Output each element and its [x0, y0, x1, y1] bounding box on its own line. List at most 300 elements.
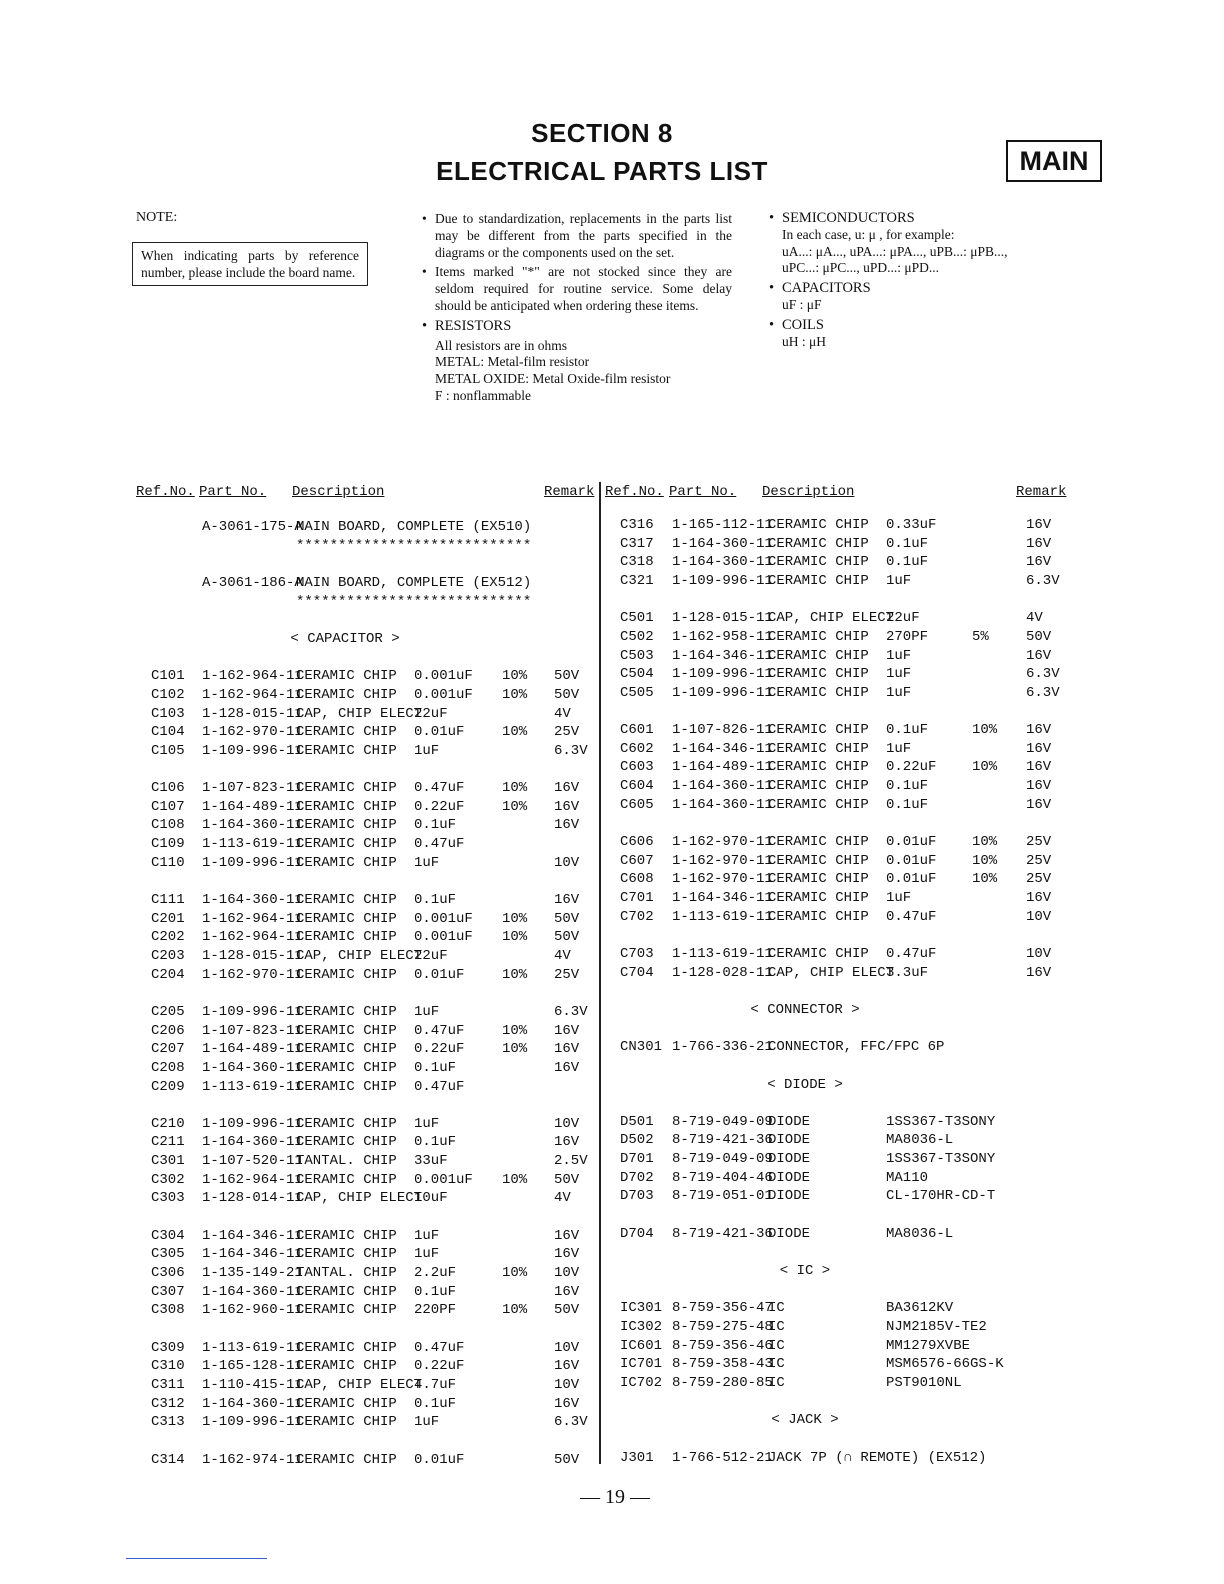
value: PST9010NL: [886, 1374, 962, 1391]
value: 1SS367-T3SONY: [886, 1151, 996, 1168]
description: CERAMIC CHIP: [296, 1022, 397, 1039]
part-number: 1-109-996-11: [672, 666, 773, 683]
ref-number: IC301: [620, 1300, 663, 1317]
ref-number: C702: [620, 908, 654, 925]
part-number: 1-164-346-11: [202, 1246, 303, 1263]
note-resistors-title: • RESISTORS: [422, 318, 732, 335]
part-number: 1-113-619-11: [202, 1339, 303, 1356]
description: CERAMIC CHIP: [768, 945, 869, 962]
remark: 4V: [1026, 610, 1043, 627]
value: 0.33uF: [886, 517, 937, 533]
part-number: 1-164-346-11: [672, 890, 773, 906]
description: CERAMIC CHIP: [296, 724, 397, 741]
remark: 16V: [1026, 517, 1052, 533]
ref-number: C501: [620, 610, 654, 627]
description: IC: [768, 1337, 785, 1354]
tolerance: 5%: [972, 628, 989, 645]
remark: 4V: [554, 1190, 571, 1207]
description: CERAMIC CHIP: [768, 572, 869, 589]
col-header-remark: Remark: [544, 484, 595, 500]
note-resistors-line: All resistors are in ohms: [435, 337, 567, 353]
value: MM1279XVBE: [886, 1337, 971, 1354]
remark: 16V: [1026, 647, 1052, 664]
table-row: [0, 1131, 1224, 1149]
remark: 25V: [554, 966, 580, 983]
notes-middle: [422, 211, 732, 405]
col-header-ref: Ref.No.: [136, 484, 195, 500]
description: CERAMIC CHIP: [768, 684, 869, 701]
note-standardization: • Due to standardization, replacements in the parts list may be different from the parts specified in the diagrams or the components used on the set.: [422, 211, 732, 261]
description: CERAMIC CHIP: [296, 1115, 397, 1132]
ref-number: C104: [151, 724, 185, 741]
tolerance: 10%: [502, 798, 528, 815]
note-resistors-line: F : nonflammable: [435, 387, 531, 403]
value: 0.47uF: [886, 908, 937, 925]
spacer-row: [0, 926, 1224, 944]
part-number: 1-164-346-11: [672, 740, 773, 757]
remark: 16V: [1026, 535, 1052, 552]
remark: 4V: [554, 947, 571, 964]
table-row: [0, 1318, 1224, 1336]
table-row: [0, 1449, 1224, 1467]
table-row: [0, 553, 1224, 571]
value: 0.01uF: [886, 871, 937, 888]
ref-number: C313: [151, 1414, 185, 1431]
ref-number: D701: [620, 1151, 654, 1168]
description: CERAMIC CHIP: [768, 890, 869, 906]
tolerance: 10%: [502, 910, 528, 927]
value: 22uF: [886, 610, 920, 627]
remark: 10V: [554, 1339, 580, 1356]
description: CERAMIC CHIP: [768, 554, 869, 571]
tolerance: 10%: [972, 852, 998, 869]
col-header-part: Part No.: [669, 484, 737, 500]
group-title: < CAPACITOR >: [290, 630, 400, 647]
ref-number: C606: [620, 834, 654, 851]
value: MA110: [886, 1169, 929, 1186]
part-number: 1-113-619-11: [672, 908, 773, 925]
remark: 4V: [554, 705, 571, 722]
description: CERAMIC CHIP: [296, 780, 397, 797]
part-number: 1-164-346-11: [672, 647, 773, 664]
ref-number: C109: [151, 836, 185, 853]
part-number: 1-164-346-11: [202, 1227, 303, 1244]
part-number: 8-759-356-47: [672, 1300, 773, 1317]
remark: 16V: [554, 1246, 580, 1263]
note-semiconductors-line: uPC...: μPC..., uPD...: μPD...: [782, 260, 940, 276]
description: CERAMIC CHIP: [296, 1414, 397, 1431]
part-number: 8-719-049-09: [672, 1113, 773, 1130]
remark: 10V: [1026, 945, 1052, 962]
part-number: 8-719-049-09: [672, 1151, 773, 1168]
description: DIODE: [768, 1132, 811, 1149]
ref-number: C703: [620, 945, 654, 962]
ref-number: CN301: [620, 1039, 663, 1056]
remark: 50V: [554, 1171, 580, 1188]
ref-number: C111: [151, 892, 185, 908]
ref-number: C205: [151, 1003, 185, 1020]
ref-number: C601: [620, 722, 654, 739]
spacer-row: [0, 703, 1224, 721]
description: CERAMIC CHIP: [296, 1302, 397, 1319]
part-number: 1-109-996-11: [202, 1115, 303, 1132]
ref-number: C503: [620, 647, 654, 664]
ref-number: C103: [151, 705, 185, 722]
ref-number: C311: [151, 1376, 185, 1393]
description: CERAMIC CHIP: [296, 1041, 397, 1058]
value: 4.7uF: [414, 1376, 457, 1393]
part-number: 1-164-489-11: [202, 798, 303, 815]
ref-number: C305: [151, 1246, 185, 1263]
table-row: [0, 1337, 1224, 1355]
remark: 6.3V: [1026, 666, 1060, 683]
ref-number: C321: [620, 572, 654, 589]
part-number: 1-128-014-11: [202, 1190, 303, 1207]
part-number: 1-135-149-21: [202, 1265, 303, 1281]
ref-number: C208: [151, 1059, 185, 1076]
tolerance: 10%: [502, 1302, 528, 1319]
tolerance: 10%: [502, 724, 528, 741]
part-number: 1-107-823-11: [202, 780, 303, 797]
description: CERAMIC CHIP: [768, 908, 869, 925]
table-row: [0, 758, 1224, 776]
table-row: [0, 572, 1224, 590]
remark: 16V: [554, 892, 580, 908]
description: CERAMIC CHIP: [296, 966, 397, 983]
ref-number: C202: [151, 929, 185, 946]
value: 0.01uF: [414, 724, 465, 741]
tolerance: 10%: [502, 668, 528, 685]
description: MAIN BOARD, COMPLETE (EX512): [296, 574, 532, 591]
part-number: 1-164-489-11: [202, 1041, 303, 1058]
tolerance: 10%: [502, 686, 528, 703]
part-number: 8-719-421-36: [672, 1132, 773, 1149]
remark: 50V: [554, 686, 580, 703]
value: 270PF: [886, 628, 929, 645]
table-row: [0, 833, 1224, 851]
part-number: 1-165-112-11: [672, 517, 773, 533]
ref-number: C207: [151, 1041, 185, 1058]
ref-number: C302: [151, 1171, 185, 1188]
description: CERAMIC CHIP: [768, 852, 869, 869]
value: 22uF: [414, 705, 448, 722]
remark: 25V: [554, 724, 580, 741]
group-title: < CONNECTOR >: [750, 1001, 860, 1018]
note-capacitors-line: uF : μF: [782, 296, 822, 312]
page-number: — 19 —: [580, 1486, 650, 1508]
remark: 10V: [1026, 908, 1052, 925]
remark: 6.3V: [1026, 684, 1060, 701]
description: CAP, CHIP ELECT: [296, 1376, 423, 1393]
table-row: [0, 796, 1224, 814]
footer-rule: [126, 1558, 267, 1559]
description: TANTAL. CHIP: [296, 1265, 397, 1281]
description: CERAMIC CHIP: [296, 1134, 397, 1151]
remark: 10V: [554, 1265, 580, 1281]
table-row: [0, 647, 1224, 665]
ref-number: C504: [620, 666, 654, 683]
part-number: 1-162-970-11: [672, 852, 773, 869]
value: 1uF: [886, 740, 912, 757]
ref-number: C102: [151, 686, 185, 703]
description: DIODE: [768, 1113, 811, 1130]
value: 1uF: [414, 1414, 440, 1431]
part-number: 8-759-280-85: [672, 1374, 773, 1391]
remark: 50V: [554, 929, 580, 946]
remark: 16V: [1026, 964, 1052, 981]
part-number: 1-162-970-11: [202, 966, 303, 983]
spacer-row: [0, 1430, 1224, 1448]
ref-number: C107: [151, 798, 185, 815]
ref-number: D704: [620, 1225, 654, 1242]
value: 0.1uF: [886, 722, 929, 739]
part-number: A-3061-175-A: [202, 519, 303, 535]
group-heading: [0, 1411, 1224, 1429]
table-row: [0, 1169, 1224, 1187]
table-row: [0, 609, 1224, 627]
ref-number: C308: [151, 1302, 185, 1319]
ref-number: C704: [620, 964, 654, 981]
ref-number: C317: [620, 535, 654, 552]
part-number: 8-719-404-46: [672, 1169, 773, 1186]
tolerance: 10%: [502, 1265, 528, 1281]
stars-rule: ****************************: [296, 593, 532, 610]
description: CERAMIC CHIP: [768, 759, 869, 776]
value: 1uF: [886, 647, 912, 664]
ref-number: C314: [151, 1451, 185, 1468]
remark: 25V: [1026, 834, 1052, 851]
ref-number: C602: [620, 740, 654, 757]
remark: 6.3V: [1026, 572, 1060, 589]
description: CERAMIC CHIP: [768, 517, 869, 533]
tolerance: 10%: [972, 871, 998, 888]
part-number: 8-759-358-43: [672, 1356, 773, 1373]
description: CERAMIC CHIP: [296, 929, 397, 946]
value: 0.47uF: [414, 1022, 465, 1039]
description: CERAMIC CHIP: [296, 686, 397, 703]
ref-number: D502: [620, 1132, 654, 1149]
spacer-row: [0, 1020, 1224, 1038]
part-number: 1-162-964-11: [202, 1171, 303, 1188]
description: CERAMIC CHIP: [768, 722, 869, 739]
remark: 16V: [554, 1227, 580, 1244]
description: DIODE: [768, 1225, 811, 1242]
part-number: 1-162-970-11: [202, 724, 303, 741]
tolerance: 10%: [972, 759, 998, 776]
table-row: [0, 777, 1224, 795]
part-number: 1-164-360-11: [672, 535, 773, 552]
tolerance: 10%: [502, 1022, 528, 1039]
table-row: [0, 740, 1224, 758]
ref-number: D703: [620, 1188, 654, 1205]
value: 1uF: [886, 666, 912, 683]
col-header-part: Part No.: [199, 484, 267, 500]
description: CERAMIC CHIP: [296, 1283, 397, 1300]
value: 0.01uF: [886, 834, 937, 851]
stars-rule: ****************************: [296, 537, 532, 554]
tolerance: 10%: [502, 929, 528, 946]
description: IC: [768, 1374, 785, 1391]
ref-number: C304: [151, 1227, 185, 1244]
remark: 16V: [554, 1022, 580, 1039]
value: 0.1uF: [414, 1134, 457, 1151]
note-coils-title: • COILS: [769, 317, 1069, 334]
ref-number: C211: [151, 1134, 185, 1151]
table-row: [0, 1374, 1224, 1392]
remark: 16V: [554, 1395, 580, 1412]
note-resistors-line: METAL OXIDE: Metal Oxide-film resistor: [435, 371, 671, 387]
part-number: 1-164-360-11: [202, 1134, 303, 1151]
part-number: 8-719-051-01: [672, 1188, 773, 1205]
part-number: 1-164-360-11: [202, 892, 303, 908]
remark: 16V: [554, 798, 580, 815]
part-number: 1-162-964-11: [202, 910, 303, 927]
group-heading: [0, 1076, 1224, 1094]
part-number: 1-109-996-11: [672, 684, 773, 701]
ref-number: IC702: [620, 1374, 663, 1391]
table-row: [0, 1150, 1224, 1168]
remark: 16V: [554, 1134, 580, 1151]
part-number: 1-109-996-11: [202, 1414, 303, 1431]
note-semiconductors-title: • SEMICONDUCTORS: [769, 210, 1069, 227]
spacer-row: [0, 591, 1224, 609]
part-number: 1-766-512-21: [672, 1449, 773, 1466]
value: 0.22uF: [414, 798, 465, 815]
part-number: 1-109-996-11: [202, 1003, 303, 1020]
part-number: A-3061-186-A: [202, 574, 303, 591]
ref-number: IC701: [620, 1356, 663, 1373]
remark: 50V: [554, 1451, 580, 1468]
value: CL-170HR-CD-T: [886, 1188, 996, 1205]
remark: 10V: [554, 854, 580, 871]
remark: 2.5V: [554, 1153, 588, 1170]
note-capacitors-title: • CAPACITORS: [769, 280, 1069, 297]
note-semiconductors-line: uA...: μA..., uPA...: μPA..., uPB...: μPB...,: [782, 243, 1008, 259]
remark: 16V: [1026, 722, 1052, 739]
value: 0.22uF: [414, 1041, 465, 1058]
part-number: 1-162-964-11: [202, 929, 303, 946]
description: CERAMIC CHIP: [768, 628, 869, 645]
value: 0.001uF: [414, 910, 473, 927]
ref-number: C603: [620, 759, 654, 776]
remark: 16V: [1026, 890, 1052, 906]
part-number: 1-128-028-11: [672, 964, 773, 981]
remark: 16V: [1026, 554, 1052, 571]
part-number: 1-162-964-11: [202, 686, 303, 703]
value: 0.1uF: [886, 796, 929, 813]
value: 1SS367-T3SONY: [886, 1113, 996, 1130]
remark: 16V: [554, 780, 580, 797]
value: MA8036-L: [886, 1132, 954, 1149]
remark: 50V: [554, 1302, 580, 1319]
ref-number: C310: [151, 1358, 185, 1375]
description: CERAMIC CHIP: [296, 1003, 397, 1020]
tolerance: 10%: [502, 780, 528, 797]
col-header-ref: Ref.No.: [605, 484, 664, 500]
ref-number: IC302: [620, 1318, 663, 1335]
table-row: [0, 721, 1224, 739]
value: 0.1uF: [414, 892, 457, 908]
part-number: 1-164-360-11: [202, 1059, 303, 1076]
value: 0.1uF: [886, 778, 929, 795]
spacer-row: [0, 982, 1224, 1000]
value: 1uF: [414, 1003, 440, 1020]
ref-number: C505: [620, 684, 654, 701]
part-number: 8-759-356-46: [672, 1337, 773, 1354]
table-row: [0, 1113, 1224, 1131]
table-row: [0, 1038, 1224, 1056]
part-number: 1-164-360-11: [202, 1395, 303, 1412]
value: 0.22uF: [886, 759, 937, 776]
ref-number: C203: [151, 947, 185, 964]
description: CERAMIC CHIP: [296, 1171, 397, 1188]
description: CERAMIC CHIP: [296, 668, 397, 685]
col-header-desc: Description: [292, 484, 385, 500]
value: 1uF: [414, 1246, 440, 1263]
part-number: 1-107-826-11: [672, 722, 773, 739]
part-number: 1-162-970-11: [672, 834, 773, 851]
value: 0.47uF: [414, 1078, 465, 1095]
section-number: SECTION 8: [531, 118, 673, 148]
value: 10uF: [414, 1190, 448, 1207]
description: CERAMIC CHIP: [296, 1246, 397, 1263]
part-number: 1-113-619-11: [202, 836, 303, 853]
ref-number: C110: [151, 854, 185, 871]
part-number: 1-766-336-21: [672, 1039, 773, 1056]
ref-number: D501: [620, 1113, 654, 1130]
table-row: [0, 1355, 1224, 1373]
ref-number: C206: [151, 1022, 185, 1039]
spacer-row: [0, 1393, 1224, 1411]
value: 0.001uF: [414, 668, 473, 685]
value: 1uF: [414, 742, 440, 759]
remark: 6.3V: [554, 1003, 588, 1020]
ref-number: C312: [151, 1395, 185, 1412]
table-row: [0, 889, 1224, 907]
value: 0.001uF: [414, 1171, 473, 1188]
ref-number: C306: [151, 1265, 185, 1281]
value: MSM6576-66GS-K: [886, 1356, 1004, 1373]
ref-number: C303: [151, 1190, 185, 1207]
remark: 16V: [554, 817, 580, 834]
description: CERAMIC CHIP: [296, 1059, 397, 1076]
value: 220PF: [414, 1302, 457, 1319]
remark: 16V: [554, 1358, 580, 1375]
ref-number: IC601: [620, 1337, 663, 1354]
ref-number: C105: [151, 742, 185, 759]
value: 0.1uF: [886, 535, 929, 552]
value: 0.1uF: [414, 817, 457, 834]
part-number: 1-128-015-11: [202, 705, 303, 722]
part-number: 1-164-489-11: [672, 759, 773, 776]
value: 0.47uF: [414, 1339, 465, 1356]
ref-number: C108: [151, 817, 185, 834]
value: 0.01uF: [414, 1451, 465, 1468]
col-header-desc: Description: [762, 484, 855, 500]
remark: 50V: [554, 668, 580, 685]
description: CERAMIC CHIP: [768, 834, 869, 851]
value: BA3612KV: [886, 1300, 954, 1317]
value: 0.47uF: [414, 836, 465, 853]
remark: 50V: [554, 910, 580, 927]
part-number: 1-113-619-11: [672, 945, 773, 962]
notes-right: [769, 210, 1069, 350]
part-number: 1-109-996-11: [202, 742, 303, 759]
group-heading: [0, 1001, 1224, 1019]
part-number: 1-107-823-11: [202, 1022, 303, 1039]
ref-number: C209: [151, 1078, 185, 1095]
value: 22uF: [414, 947, 448, 964]
